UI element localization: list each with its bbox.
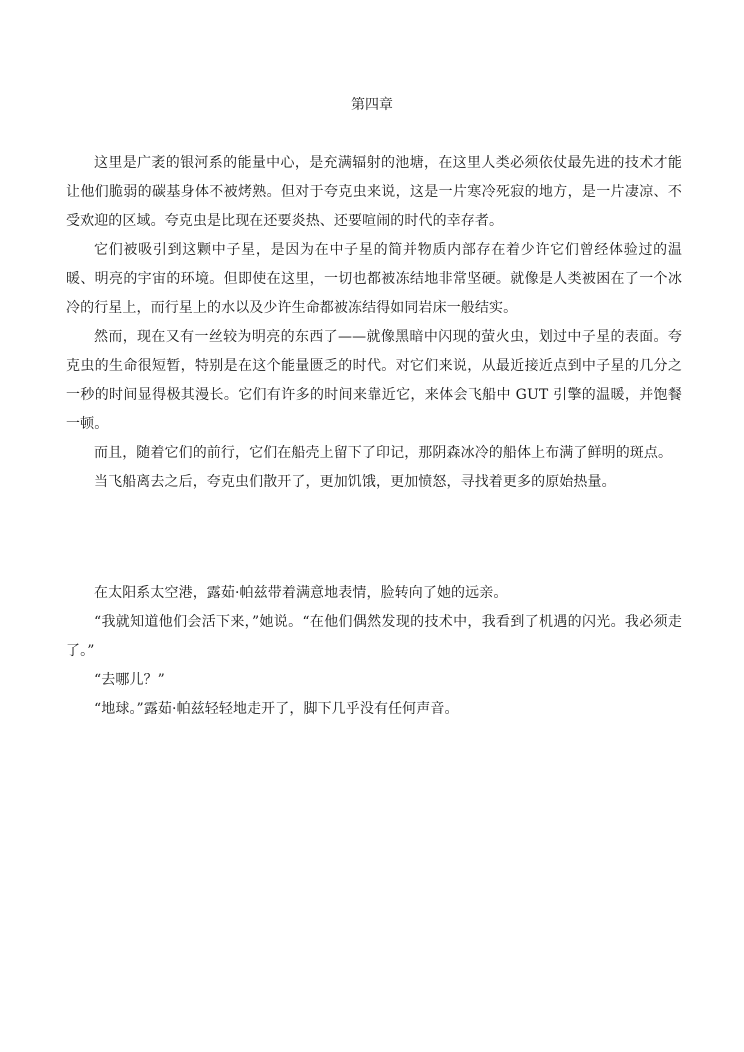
chapter-title: 第四章 — [351, 97, 393, 113]
paragraph: 当飞船离去之后，夸克虫们散开了，更加饥饿，更加愤怒，寻找着更多的原始热量。 — [94, 474, 616, 490]
paragraph: “我就知道他们会活下来，”她说。“在他们偶然发现的技术中，我看到了机遇的闪光。我必须走了。” — [66, 614, 682, 659]
paragraph: 在太阳系太空港，露茹·帕兹带着满意地表情，脸转向了她的远亲。 — [94, 585, 508, 601]
paragraph: “去哪儿？” — [94, 672, 165, 688]
paragraph: 而且，随着它们的前行，它们在船壳上留下了印记，那阴森冰冷的船体上布满了鲜明的斑点。 — [94, 445, 673, 461]
paragraph: 它们被吸引到这颗中子星，是因为在中子星的简并物质内部存在着少许它们曾经体验过的温暖、明亮的宇宙的环境。但即使在这里，一切也都被冻结地非常坚硬。就像是人类被困在了一个冰冷的行星上，而行星上的水以及少许生命都被冻结得如同岩床一般结实。 — [66, 242, 682, 316]
paragraph: “地球。”露茹·帕兹轻轻地走开了，脚下几乎没有任何声音。 — [94, 701, 459, 717]
paragraph: 然而，现在又有一丝较为明亮的东西了——就像黑暗中闪现的萤火虫，划过中子星的表面。夸克虫的生命很短暂，特别是在这个能量匮乏的时代。对它们来说，从最近接近点到中子星的几分之一秒的时间显得极其漫长。它们有许多的时间来靠近它，来体会飞船中 GUT 引擎的温暖，并饱餐一顿。 — [66, 329, 682, 432]
paragraph: 这里是广袤的银河系的能量中心，是充满辐射的池塘，在这里人类必须依仗最先进的技术才能让他们脆弱的碳基身体不被烤熟。但对于夸克虫来说，这是一片寒冷死寂的地方，是一片凄凉、不受欢迎的区域。夸克虫是比现在还要炎热、还要喧闹的时代的幸存者。 — [66, 155, 682, 229]
section-one — [66, 149, 682, 497]
section-two — [66, 579, 682, 724]
